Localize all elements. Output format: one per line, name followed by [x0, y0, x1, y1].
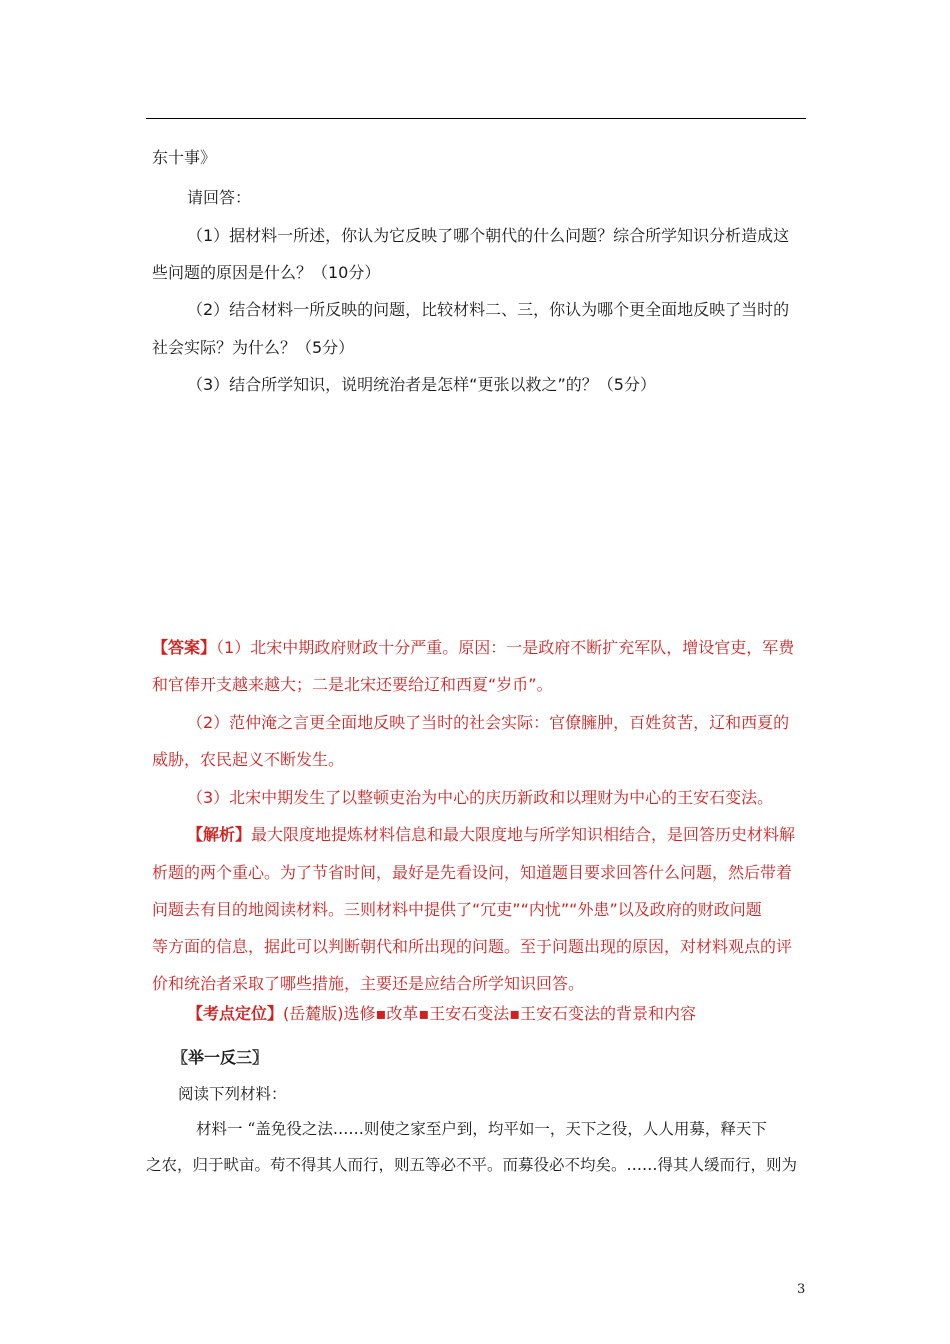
answer-2-line-1: （2）范仲淹之言更全面地反映了当时的社会实际：官僚臃肿，百姓贫苦，辽和西夏的	[187, 713, 790, 732]
key-point-tag: 【考点定位】	[187, 1004, 284, 1023]
page-number: 3	[797, 1282, 806, 1297]
analysis-line-4: 等方面的信息，据此可以判断朝代和所出现的问题。至于问题出现的原因，对材料观点的评	[152, 937, 793, 956]
analysis-line-2: 析题的两个重心。为了节省时间，最好是先看设问，知道题目要求回答什么问题，然后带着	[152, 863, 793, 882]
practice-heading: 〖举一反三〗	[172, 1048, 269, 1067]
question-1-line-2: 些问题的原因是什么？（10分）	[152, 263, 381, 282]
answer-tag: 【答案】	[152, 638, 217, 657]
header-rule	[146, 118, 806, 119]
answer-line-1	[152, 638, 794, 658]
question-2-line-1: （2）结合材料一所反映的问题，比较材料二、三，你认为哪个更全面地反映了当时的	[187, 300, 790, 319]
answer-2-line-2: 威胁，农民起义不断发生。	[152, 750, 345, 769]
analysis-text-1: 最大限度地提炼材料信息和最大限度地与所学知识相结合，是回答历史材料解	[251, 825, 796, 844]
key-point-text: (岳麓版)选修▪改革▪王安石变法▪王安石变法的背景和内容	[283, 1004, 697, 1023]
key-point-line	[187, 1004, 696, 1024]
answer-3-line-1: （3）北宋中期发生了以整顿吏治为中心的庆历新政和以理财为中心的王安石变法。	[187, 788, 774, 807]
question-continued-text: 东十事》	[152, 148, 217, 167]
answer-1-line-2: 和官俸开支越来越大；二是北宋还要给辽和西夏“岁币”。	[152, 675, 553, 694]
material-1-line-2: 之农，归于畎亩。苟不得其人而行，则五等必不平。而募役必不均矣。……得其人缓而行，则为	[146, 1156, 798, 1174]
question-prompt: 请回答：	[187, 188, 252, 207]
question-2-line-2: 社会实际？为什么？（5分）	[152, 338, 355, 357]
material-1-line-1: 材料一 “盖免役之法……则使之家至户到，均平如一，天下之役，人人用募，释天下	[196, 1120, 767, 1138]
analysis-line-5: 价和统治者采取了哪些措施，主要还是应结合所学知识回答。	[152, 974, 585, 993]
question-3-line-1: （3）结合所学知识，说明统治者是怎样“更张以救之”的？（5分）	[187, 375, 656, 394]
analysis-tag: 【解析】	[187, 825, 252, 844]
question-1-line-1: （1）据材料一所述，你认为它反映了哪个朝代的什么问题？综合所学知识分析造成这	[187, 226, 790, 245]
practice-intro: 阅读下列材料：	[178, 1085, 287, 1103]
analysis-line-1	[187, 825, 795, 845]
analysis-line-3: 问题去有目的地阅读材料。三则材料中提供了“冗吏”“内忧”“外患”以及政府的财政问题	[152, 900, 762, 919]
answer-1-text: （1）北宋中期政府财政十分严重。原因：一是政府不断扩充军队，增设官吏，军费	[216, 638, 795, 657]
